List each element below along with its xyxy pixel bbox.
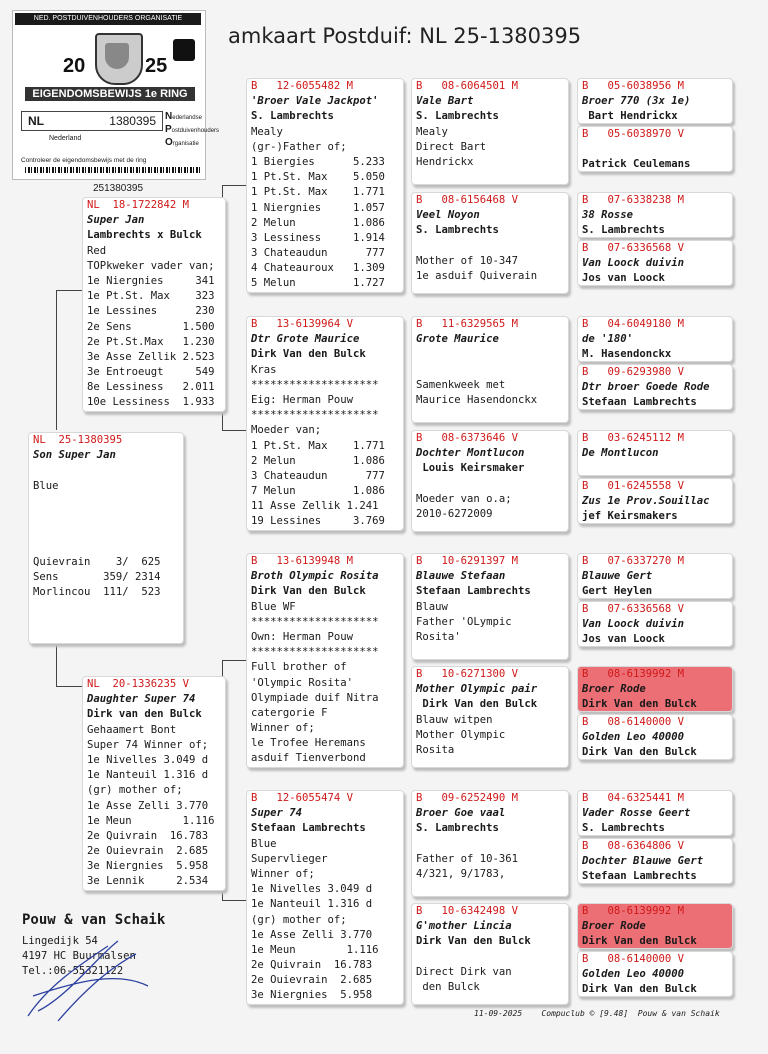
pigeon-info-line: 1e Lessines 230 (87, 305, 215, 318)
ring-number: B 12-6055482 M (251, 80, 354, 92)
owner-name: Pouw & van Schaik (22, 912, 166, 928)
ancestor-card (577, 666, 733, 712)
ring-number: B 10-6342498 V (416, 905, 519, 917)
pigeon-name: Veel Noyon (416, 209, 480, 222)
address-line: Tel.:06-55321122 (22, 965, 124, 977)
footer-text: 11-09-2025 Compuclub © [9.48] Pouw & van Schaik (474, 1009, 720, 1018)
pigeon-info-line: Mealy (416, 125, 448, 138)
pigeon-card-fm (246, 316, 404, 531)
pigeon-name: Golden Leo 40000 (582, 731, 685, 744)
ancestor-card (577, 553, 733, 599)
barcode-number: 251380395 (93, 183, 144, 194)
pigeon-info-line: ******************** (251, 378, 379, 391)
pigeon-info-line: Dirk Van den Bulck (416, 935, 531, 948)
pigeon-card-mmm (411, 903, 569, 1005)
pigeon-name: Broth Olympic Rosita (251, 570, 379, 583)
ancestor-card (577, 430, 733, 476)
ring-number: B 05-6038970 V (582, 128, 685, 140)
ring-number: B 11-6329565 M (416, 318, 519, 330)
pigeon-info-line (412, 477, 568, 492)
connector-line (56, 290, 82, 291)
ring-number: B 08-6064501 M (416, 80, 519, 92)
pigeon-info-line: Rosita (416, 743, 455, 756)
pigeon-info-line: Blue (251, 837, 277, 850)
pigeon-card-ff (246, 78, 404, 293)
pigeon-info-line: 1 Biergies 5.233 (251, 155, 385, 168)
breeder-name: Dirk Van den Bulck (582, 746, 697, 759)
connector-line (56, 686, 82, 687)
ring-number: NL 25-1380395 (33, 434, 123, 446)
pigeon-info-line: 1e Asse Zelli 3.770 (251, 928, 373, 941)
ancestor-card (577, 790, 733, 836)
breeder-name: S. Lambrechts (582, 224, 665, 237)
pigeon-card-subject (28, 432, 184, 644)
pigeon-name: Van Loock duivin (582, 618, 685, 631)
pigeon-card-fmf (411, 316, 569, 423)
pigeon-info-line: 4 Chateauroux 1.309 (251, 262, 385, 275)
pigeon-info-line: Stefaan Lambrechts (251, 822, 366, 835)
pigeon-info-line (412, 363, 568, 378)
npo-letters: Nederlandse Postduivenhouders Organisatie (165, 111, 220, 148)
pigeon-info-line: Blauw (416, 600, 448, 613)
pigeon-info-line: 2e Ouievrain 2.685 (251, 974, 373, 987)
pigeon-info-line: Direct Dirk van (416, 965, 512, 978)
pigeon-info-line: Dirk Van den Bulck (251, 585, 366, 598)
breeder-name: M. Hasendonckx (582, 348, 672, 361)
ring-number: B 04-6325441 M (582, 792, 685, 804)
pigeon-name: Zus 1e Prov.Souillac (582, 495, 710, 508)
ring-number: B 04-6049180 M (582, 318, 685, 330)
pigeon-info-line: 3 Lessiness 1.914 (251, 231, 385, 244)
pigeon-card-mm (246, 790, 404, 1005)
pigeon-name: Grote Maurice (416, 333, 499, 346)
pigeon-name: Van Loock duivin (582, 257, 685, 270)
pigeon-name: De Montlucon (582, 447, 659, 460)
pigeon-info-line: 7 Melun 1.086 (251, 485, 385, 498)
ring-number: B 03-6245112 M (582, 432, 685, 444)
pigeon-info-line: 3 Chateaudun 777 (251, 247, 385, 260)
breeder-name: Patrick Ceulemans (582, 158, 691, 171)
pigeon-info-line: 3e Niergnies 5.958 (251, 989, 373, 1002)
breeder-name (578, 461, 732, 476)
pigeon-info-line: Winner of; (251, 867, 315, 880)
connector-line (222, 900, 246, 901)
ring-country: NL (28, 114, 44, 128)
pigeon-info-line: Supervlieger (251, 852, 328, 865)
ring-number: B 07-6337270 M (582, 555, 685, 567)
ancestor-card (577, 838, 733, 884)
breeder-name: Gert Heylen (582, 585, 653, 598)
pigeon-info-line: Rosita' (416, 630, 461, 643)
pigeon-name: Mother Olympic pair (416, 683, 538, 696)
pigeon-info-line: Own: Herman Pouw (251, 630, 354, 643)
pigeon-info-line: 2e Quivrain 16.783 (251, 959, 373, 972)
ancestor-card (577, 478, 733, 524)
pigeon-name: Vale Bart (416, 95, 474, 108)
pigeon-logo-icon (173, 39, 195, 61)
ancestor-card (577, 951, 733, 997)
ancestor-card (577, 364, 733, 410)
pigeon-info-line: Quievrain 3/ 625 (33, 555, 161, 568)
pigeon-info-line: ******************** (251, 409, 379, 422)
pigeon-info-line: Olympiade duif Nitra (251, 691, 379, 704)
pigeon-info-line: Father 'OLympic (416, 615, 512, 628)
ancestor-card (577, 903, 733, 949)
ancestor-card (577, 240, 733, 286)
pigeon-info-line: TOPkweker vader van; (87, 259, 215, 272)
pigeon-info-line: Sens 359/ 2314 (33, 570, 161, 583)
pigeon-name: Son Super Jan (33, 449, 116, 462)
pigeon-name: Blauwe Stefaan (416, 570, 506, 583)
pigeon-info-line: 1 Pt.St. Max 1.771 (251, 186, 385, 199)
ring-number: B 08-6139992 M (582, 905, 685, 917)
connector-line (56, 290, 57, 430)
pigeon-info-line: (gr) mother of; (87, 784, 183, 797)
ring-number: B 01-6245558 V (582, 480, 685, 492)
breeder-name: Dirk Van den Bulck (582, 698, 697, 711)
pigeon-info-line: Dirk Van den Bulck (416, 698, 538, 711)
pigeon-info-line: 8e Lessiness 2.011 (87, 381, 215, 394)
ring-number: B 08-6364806 V (582, 840, 685, 852)
ring-country-name: Nederland (49, 135, 82, 142)
pigeon-name: Golden Leo 40000 (582, 968, 685, 981)
ring-number: B 08-6140000 V (582, 953, 685, 965)
ancestor-card (577, 78, 733, 124)
pigeon-info-line: (gr) mother of; (251, 913, 347, 926)
ancestor-card (577, 714, 733, 760)
pigeon-info-line: 1 Niergnies 1.057 (251, 201, 385, 214)
breeder-name: Stefaan Lambrechts (582, 396, 697, 409)
pigeon-info-line: 'Olympic Rosita' (251, 676, 354, 689)
pigeon-info-line: 3e Asse Zellik 2.523 (87, 350, 215, 363)
ring-number: B 08-6373646 V (416, 432, 519, 444)
ring-number: NL 20-1336235 V (87, 678, 190, 690)
pigeon-info-line: 3 Chateaudun 777 (251, 469, 385, 482)
pigeon-info-line: ******************** (251, 615, 379, 628)
ring-number: B 05-6038956 M (582, 80, 685, 92)
pigeon-info-line: 1 Pt.St. Max 1.771 (251, 439, 385, 452)
pigeon-info-line: Morlincou 111/ 523 (33, 585, 161, 598)
pigeon-info-line: 1e Meun 1.116 (87, 814, 215, 827)
pigeon-info-line: Direct Bart (416, 140, 487, 153)
pigeon-info-line: Blue WF (251, 600, 296, 613)
pigeon-info-line: 2 Melun 1.086 (251, 454, 385, 467)
ring-number: 1380395 (109, 114, 156, 128)
pigeon-info-line: Dirk van den Bulck (87, 708, 202, 721)
pigeon-card-fmm (411, 430, 569, 532)
pigeon-info-line: catergorie F (251, 706, 328, 719)
pigeon-info-line: 1e Nivelles 3.049 d (87, 753, 209, 766)
breeder-name: Dirk Van den Bulck (582, 983, 697, 996)
connector-line (222, 430, 246, 431)
pigeon-card-fff (411, 78, 569, 185)
pigeon-info-line: S. Lambrechts (416, 224, 499, 237)
breeder-name: jef Keirsmakers (582, 510, 678, 523)
pigeon-info-line: Full brother of (251, 661, 347, 674)
pigeon-info-line: 1e Meun 1.116 (251, 943, 379, 956)
ancestor-card (577, 192, 733, 238)
pigeon-info-line: Stefaan Lambrechts (416, 585, 531, 598)
pigeon-card-mother (82, 676, 226, 891)
pigeon-info-line: (gr-)Father of; (251, 140, 347, 153)
pigeon-name: Dtr broer Goede Rode (582, 381, 710, 394)
pigeon-name: Super 74 (251, 807, 303, 820)
ring-number: B 08-6156468 V (416, 194, 519, 206)
address-line: Lingedijk 54 (22, 935, 98, 947)
pigeon-info-line (412, 239, 568, 254)
ancestor-card (577, 316, 733, 362)
pigeon-info-line: 2e Ouievrain 2.685 (87, 845, 209, 858)
pigeon-name: Vader Rosse Geert (582, 807, 691, 820)
pigeon-info-line: Blue (33, 479, 59, 492)
ring-org-banner: NED. POSTDUIVENHOUDERS ORGANISATIE (15, 13, 201, 25)
pigeon-info-line: Mother of 10-347 (416, 254, 519, 267)
ring-banner: EIGENDOMSBEWIJS 1e RING (25, 87, 195, 101)
ring-number: B 09-6293980 V (582, 366, 685, 378)
pigeon-info-line: Lambrechts x Bulck (87, 229, 202, 242)
pigeon-name: de '180' (582, 333, 634, 346)
pigeon-card-mfm (411, 666, 569, 768)
pigeon-info-line: Kras (251, 363, 277, 376)
pigeon-info-line: S. Lambrechts (416, 110, 499, 123)
pigeon-info-line (29, 539, 183, 554)
pigeon-info-line (412, 950, 568, 965)
pigeon-name (578, 142, 732, 157)
pigeon-info-line: 10e Lessiness 1.933 (87, 396, 215, 409)
pigeon-info-line: Blauw witpen (416, 713, 493, 726)
breeder-name: S. Lambrechts (582, 822, 665, 835)
pigeon-info-line: 3e Lennik 2.534 (87, 875, 209, 888)
pigeon-info-line: 5 Melun 1.727 (251, 277, 385, 290)
pigeon-info-line: 4/321, 9/1783, (416, 867, 506, 880)
pigeon-info-line: le Trofee Heremans (251, 737, 366, 750)
pigeon-info-line: Maurice Hasendonckx (416, 393, 538, 406)
pigeon-info-line (29, 494, 183, 509)
pigeon-info-line: 1e Asse Zelli 3.770 (87, 799, 209, 812)
pigeon-card-mff (411, 553, 569, 660)
pigeon-info-line (412, 347, 568, 362)
connector-line (222, 185, 246, 186)
address-line: 4197 HC Buurmalsen (22, 950, 136, 962)
pigeon-name: Broer Rode (582, 920, 646, 933)
pigeon-info-line: Red (87, 244, 107, 257)
ring-number: B 08-6140000 V (582, 716, 685, 728)
pigeon-info-line (29, 463, 183, 478)
pigeon-card-mmf (411, 790, 569, 897)
signature (18, 926, 158, 1026)
pigeon-info-line: Hendrickx (416, 155, 474, 168)
breeder-name: Dirk Van den Bulck (582, 935, 697, 948)
breeder-name: Jos van Loock (582, 272, 665, 285)
pigeon-name: Broer Goe vaal (416, 807, 506, 820)
pigeon-info-line: 19 Lessines 3.769 (251, 515, 385, 528)
pigeon-info-line: S. Lambrechts (251, 110, 334, 123)
pigeon-info-line: Eig: Herman Pouw (251, 393, 354, 406)
pigeon-name: Broer 770 (3x 1e) (582, 95, 691, 108)
pigeon-name: Daughter Super 74 (87, 693, 196, 706)
lion-icon (105, 43, 129, 69)
ring-number: B 13-6139948 M (251, 555, 354, 567)
pigeon-info-line: 2 Melun 1.086 (251, 216, 385, 229)
pigeon-info-line: 1 Pt.St. Max 5.050 (251, 171, 385, 184)
breeder-name: Bart Hendrickx (582, 110, 678, 123)
pigeon-info-line: 3e Entroeugt 549 (87, 366, 215, 379)
pigeon-info-line: 2e Pt.St.Max 1.230 (87, 335, 215, 348)
pigeon-card-mf (246, 553, 404, 768)
pigeon-info-line: 1e Pt.St. Max 323 (87, 290, 215, 303)
pigeon-info-line (412, 837, 568, 852)
pigeon-info-line: 2e Sens 1.500 (87, 320, 215, 333)
pigeon-name: Broer Rode (582, 683, 646, 696)
pigeon-info-line: 11 Asse Zellik 1.241 (251, 500, 379, 513)
ring-number: B 08-6139992 M (582, 668, 685, 680)
pigeon-info-line: Louis Keirsmaker (416, 462, 525, 475)
pigeon-info-line: 1e Nivelles 3.049 d (251, 883, 373, 896)
pigeon-info-line: Mealy (251, 125, 283, 138)
pigeon-info-line: Samenkweek met (416, 378, 506, 391)
pigeon-info-line: Super 74 Winner of; (87, 738, 209, 751)
pigeon-info-line: den Bulck (416, 980, 480, 993)
pigeon-info-line: Father of 10-361 (416, 852, 519, 865)
ring-number: B 13-6139964 V (251, 318, 354, 330)
pigeon-card-father (82, 197, 226, 412)
ring-number: B 10-6291397 M (416, 555, 519, 567)
ring-number: B 07-6336568 V (582, 242, 685, 254)
pigeon-info-line: 1e Niergnies 341 (87, 274, 215, 287)
ring-number: B 12-6055474 V (251, 792, 354, 804)
ring-number: B 09-6252490 M (416, 792, 519, 804)
pigeon-info-line: 1e Nanteuil 1.316 d (251, 898, 373, 911)
ring-number: B 07-6336568 V (582, 603, 685, 615)
barcode (25, 167, 201, 173)
pigeon-name: Blauwe Gert (582, 570, 653, 583)
pigeon-info-line: Mother Olympic (416, 728, 506, 741)
connector-line (222, 660, 246, 661)
pigeon-name: Super Jan (87, 214, 145, 227)
pigeon-name: G'mother Lincia (416, 920, 512, 933)
pigeon-info-line: S. Lambrechts (416, 822, 499, 835)
pigeon-info-line: Gehaamert Bont (87, 723, 177, 736)
ring-number: B 07-6338238 M (582, 194, 685, 206)
ring-year-right: 25 (145, 55, 168, 77)
pigeon-info-line: 2e Quivrain 16.783 (87, 829, 209, 842)
pigeon-name: Dochter Montlucon (416, 447, 525, 460)
ring-ownership-label (12, 10, 220, 194)
pigeon-info-line: 1e Nanteuil 1.316 d (87, 769, 209, 782)
pigeon-info-line: Winner of; (251, 722, 315, 735)
pigeon-name: Dochter Blauwe Gert (582, 855, 704, 868)
ring-number-box (21, 111, 163, 131)
pigeon-info-line: 2010-6272009 (416, 507, 493, 520)
pigeon-name: 38 Rosse (582, 209, 634, 222)
ring-number: B 10-6271300 V (416, 668, 519, 680)
pigeon-info-line: asduif Tienverbond (251, 752, 366, 765)
pigeon-name: 'Broer Vale Jackpot' (251, 95, 379, 108)
ring-control-text: Controleer de eigendomsbewijs met de ring (21, 157, 147, 164)
pigeon-name: Dtr Grote Maurice (251, 333, 360, 346)
breeder-name: Stefaan Lambrechts (582, 870, 697, 883)
pigeon-info-line: Moeder van o.a; (416, 492, 512, 505)
pigeon-info-line: Dirk Van den Bulck (251, 348, 366, 361)
pigeon-info-line: 3e Niergnies 5.958 (87, 860, 209, 873)
pigeon-card-ffm (411, 192, 569, 294)
pigeon-info-line: ******************** (251, 646, 379, 659)
page-title: amkaart Postduif: NL 25-1380395 (228, 24, 582, 48)
pigeon-info-line: 1e asduif Quiverain (416, 269, 538, 282)
pigeon-info-line (29, 524, 183, 539)
pigeon-info-line: Moeder van; (251, 424, 322, 437)
breeder-name: Jos van Loock (582, 633, 665, 646)
ring-year-left: 20 (63, 55, 86, 77)
ancestor-card (577, 126, 733, 172)
ancestor-card (577, 601, 733, 647)
ring-number: NL 18-1722842 M (87, 199, 190, 211)
pigeon-info-line (29, 509, 183, 524)
connector-line (56, 640, 57, 686)
